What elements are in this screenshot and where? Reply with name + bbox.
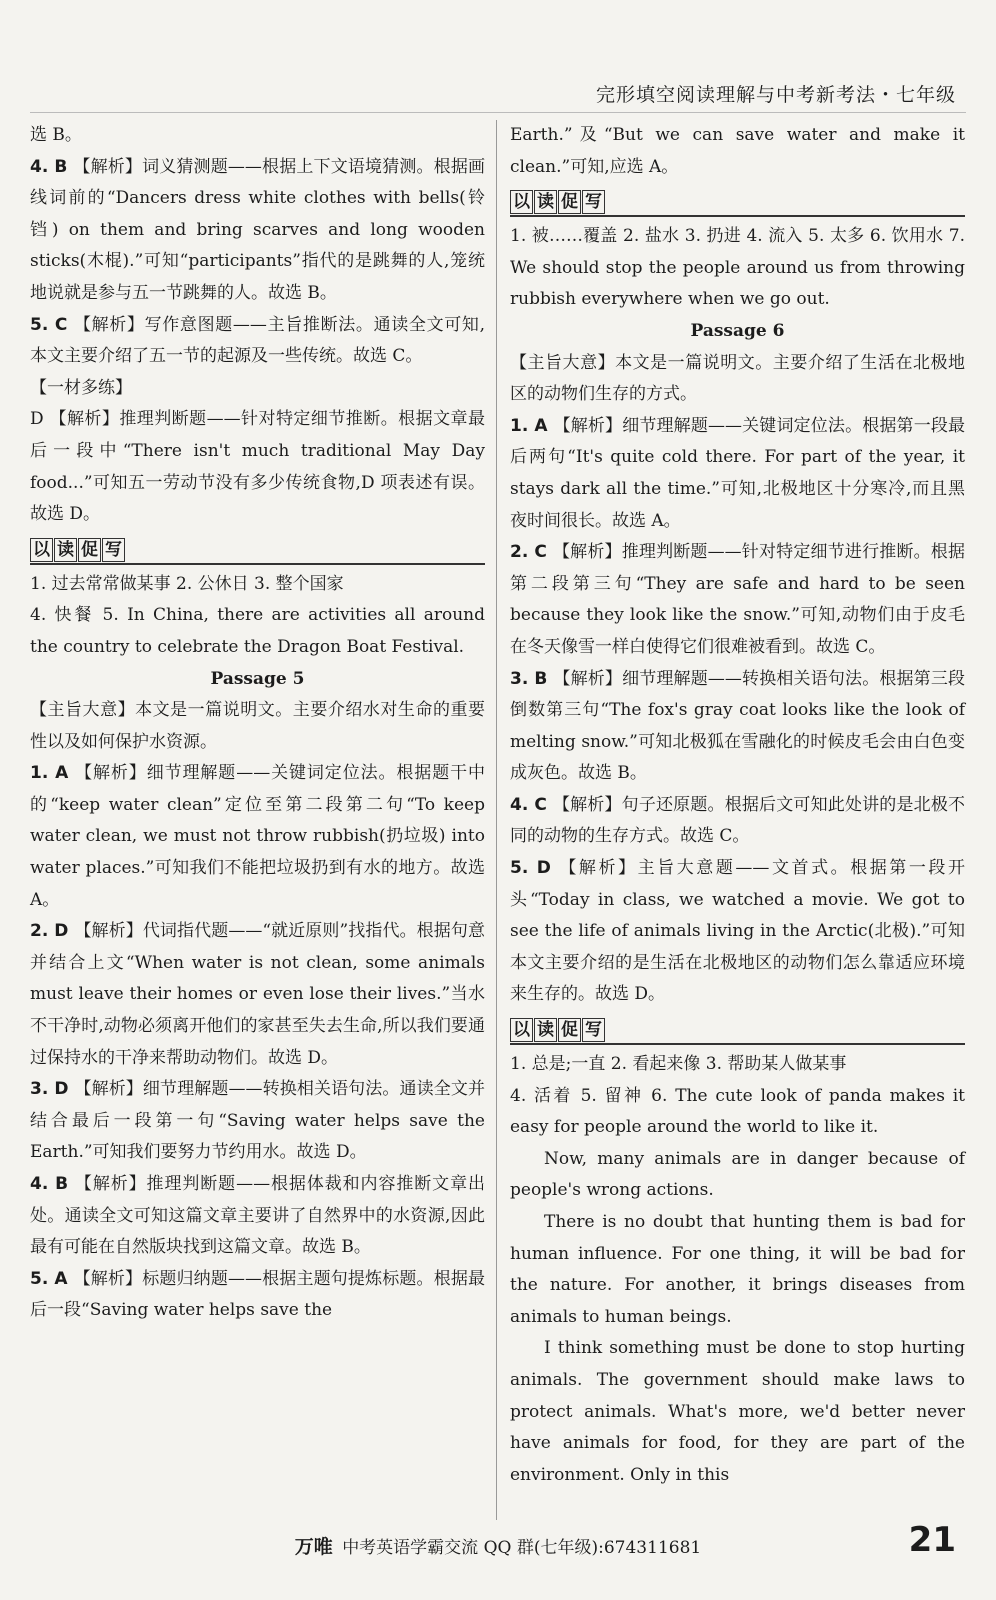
- answer-paragraph: [510, 1333, 965, 1491]
- answer-paragraph: [30, 916, 485, 1074]
- answer-number: 4. B: [30, 1174, 75, 1194]
- footer: [0, 1532, 996, 1559]
- paragraph-text: 【主旨大意】本文是一篇说明文。主要介绍了生活在北极地区的动物们生存的方式。: [510, 352, 965, 405]
- paragraph-text: 【解析】细节理解题——转换相关语句法。根据第三段倒数第三句“The fox's gray coat looks like the look of melting snow.”可知北极狐在雪融化的时候皮毛会由白色变成灰色。故选 B。: [510, 668, 966, 784]
- column-divider: [496, 120, 497, 1520]
- answer-paragraph: [30, 310, 485, 373]
- section-heading-char: 写: [102, 538, 125, 562]
- answer-paragraph: [510, 1081, 965, 1144]
- answer-paragraph: [30, 120, 485, 152]
- paragraph-text: 【解析】代词指代题——“就近原则”找指代。根据句意并结合上文“When water is not clean, some animals must leave their homes or even lose their lives.”当水不干净时,动物必须离开他们的家甚至失去生命,所以我们要通过保持水的干净来帮助动物们。故选 D。: [30, 921, 485, 1068]
- paragraph-text: 【主旨大意】本文是一篇说明文。主要介绍水对生命的重要性以及如何保护水资源。: [30, 700, 485, 752]
- answer-number: 2. C: [510, 542, 553, 563]
- answer-paragraph: [510, 664, 965, 790]
- answer-paragraph: [510, 411, 965, 537]
- answer-paragraph: [510, 1144, 965, 1207]
- answer-paragraph: [510, 853, 965, 1011]
- answer-paragraph: [30, 1169, 485, 1264]
- answer-paragraph: [30, 404, 485, 530]
- answer-paragraph: [510, 790, 965, 853]
- answer-paragraph: [30, 152, 485, 310]
- section-heading-char: 读: [54, 538, 77, 562]
- section-heading-char: 写: [582, 190, 605, 214]
- running-header: 完形填空阅读理解与中考新考法・七年级: [595, 84, 956, 106]
- answer-paragraph: [30, 758, 485, 916]
- paragraph-text: 选 B。: [30, 125, 82, 145]
- section-heading: [510, 1015, 965, 1045]
- answer-paragraph: [30, 569, 485, 601]
- paragraph-text: 1. 被……覆盖 2. 盐水 3. 扔进 4. 流入 5. 太多 6. 饮用水 7. We should stop the people around us from throwing rubbish everywhere when we go out.: [510, 226, 965, 310]
- answer-paragraph: [30, 1074, 485, 1169]
- paragraph-text: 【解析】标题归纳题——根据主题句提炼标题。根据最后一段“Saving water helps save the: [30, 1268, 486, 1321]
- answer-paragraph: [30, 695, 485, 758]
- section-heading-char: 写: [582, 1018, 605, 1042]
- paragraph-text: D 【解析】推理判断题——针对特定细节推断。根据文章最后一段中“There isn't much traditional May Day food...”可知五一劳动节没有多少传统食物,D 项表述有误。故选 D。: [30, 409, 485, 525]
- answer-number: 2. D: [30, 921, 75, 942]
- answer-number: 3. B: [510, 668, 554, 689]
- answer-number: 5. C: [30, 314, 74, 335]
- answer-number: 3. D: [30, 1079, 75, 1100]
- passage-title: Passage 6: [690, 320, 785, 341]
- paragraph-text: 【解析】细节理解题——关键词定位法。根据第一段最后两句“It's quite cold there. For part of the year, it stays dark all the time.”可知,北极地区十分寒冷,而且黑夜时间很长。故选 A。: [510, 415, 966, 531]
- paragraph-text: 4. 活着 5. 留神 6. The cute look of panda makes it easy for people around the world to like it.: [510, 1085, 965, 1138]
- paragraph-text: 1. 总是;一直 2. 看起来像 3. 帮助某人做某事: [510, 1054, 847, 1075]
- section-heading-char: 读: [534, 1018, 557, 1042]
- answer-paragraph: [510, 537, 965, 663]
- section-heading-char: 读: [534, 190, 557, 214]
- left-column: [30, 120, 485, 1327]
- paragraph-text: 【解析】写作意图题——主旨推断法。通读全文可知,本文主要介绍了五一节的起源及一些传统。故选 C。: [30, 314, 485, 367]
- paragraph-text: 【解析】细节理解题——关键词定位法。根据题干中的“keep water clean”定位至第二段第二句“To keep water clean, we must not throw rubbish(扔垃圾) into water places.”可知我们不能把垃圾扔到有水的地方。故选 A。: [30, 763, 486, 910]
- answer-number: 4. C: [510, 794, 553, 815]
- paragraph-text: I think something must be done to stop hurting animals. The government should make laws to protect animals. What's more, we'd better never have animals for food, for they are part of the environment. Only in this: [510, 1338, 965, 1485]
- paragraph-text: 【解析】词义猜测题——根据上下文语境猜测。根据画线词前的“Dancers dress white clothes with bells(铃铛) on them and bring scarves and long wooden sticks(木棍).”可知“participants”指代的是跳舞的人,笼统地说就是参与五一节跳舞的人。故选 B。: [30, 156, 486, 303]
- paragraph-text: 【解析】句子还原题。根据后文可知此处讲的是北极不同的动物的生存方式。故选 C。: [510, 794, 965, 847]
- paragraph-text: There is no doubt that hunting them is bad for human influence. For one thing, it will be bad for the nature. For another, it brings diseases from animals to human beings.: [510, 1212, 965, 1327]
- section-heading: [510, 187, 965, 217]
- answer-paragraph: [30, 600, 485, 663]
- paragraph-text: 1. 过去常常做某事 2. 公休日 3. 整个国家: [30, 573, 344, 594]
- answer-paragraph: [510, 120, 965, 183]
- section-heading: [30, 535, 485, 565]
- footer-text: 中考英语学霸交流 QQ 群(七年级):674311681: [342, 1538, 702, 1558]
- section-heading-char: 促: [558, 1018, 581, 1042]
- answer-paragraph: [510, 221, 965, 316]
- paragraph-text: 【解析】推理判断题——根据体裁和内容推断文章出处。通读全文可知这篇文章主要讲了自然界中的水资源,因此最有可能在自然版块找到这篇文章。故选 B。: [30, 1174, 485, 1258]
- header-rule: [30, 112, 966, 113]
- section-heading-char: 促: [78, 538, 101, 562]
- paragraph-text: 【解析】主旨大意题——文首式。根据第一段开头“Today in class, we watched a movie. We got to see the life of animals living in the Arctic(北极).”可知本文主要介绍的是生活在北极地区的动物们怎么靠适应环境来生存的。故选 D。: [510, 858, 965, 1005]
- answer-paragraph: [510, 348, 965, 411]
- answer-number: 4. B: [30, 156, 74, 177]
- answer-number: 5. A: [30, 1268, 74, 1289]
- section-heading-char: 促: [558, 190, 581, 214]
- answer-paragraph: [510, 1049, 965, 1081]
- section-heading-char: 以: [510, 1018, 533, 1042]
- answer-paragraph: [510, 1207, 965, 1333]
- answer-number: 1. A: [510, 415, 554, 436]
- passage-title: Passage 5: [210, 668, 305, 689]
- section-heading-char: 以: [30, 538, 53, 562]
- answer-paragraph: [30, 373, 485, 405]
- paragraph-text: 【一材多练】: [30, 377, 132, 398]
- paragraph-text: 4. 快餐 5. In China, there are activities all around the country to celebrate the Dragon Boat Festival.: [30, 605, 485, 657]
- answer-number: 1. A: [30, 763, 76, 784]
- page-number: 21: [908, 1520, 956, 1560]
- answer-number: 5. D: [510, 858, 560, 879]
- paragraph-text: Earth.”及“But we can save water and make it clean.”可知,应选 A。: [510, 125, 965, 177]
- section-heading-char: 以: [510, 190, 533, 214]
- brand-logo-text: 万唯: [294, 1536, 333, 1558]
- right-column: [510, 120, 965, 1491]
- paragraph-text: 【解析】推理判断题——针对特定细节进行推断。根据第二段第三句“They are safe and hard to be seen because they look like the snow.”可知,动物们由于皮毛在冬天像雪一样白使得它们很难被看到。故选 C。: [510, 542, 965, 657]
- paragraph-text: Now, many animals are in danger because of people's wrong actions.: [510, 1148, 965, 1201]
- answer-paragraph: [30, 1264, 485, 1327]
- paragraph-text: 【解析】细节理解题——转换相关语句法。通读全文并结合最后一段第一句“Saving water helps save the Earth.”可知我们要努力节约用水。故选 D。: [30, 1079, 485, 1163]
